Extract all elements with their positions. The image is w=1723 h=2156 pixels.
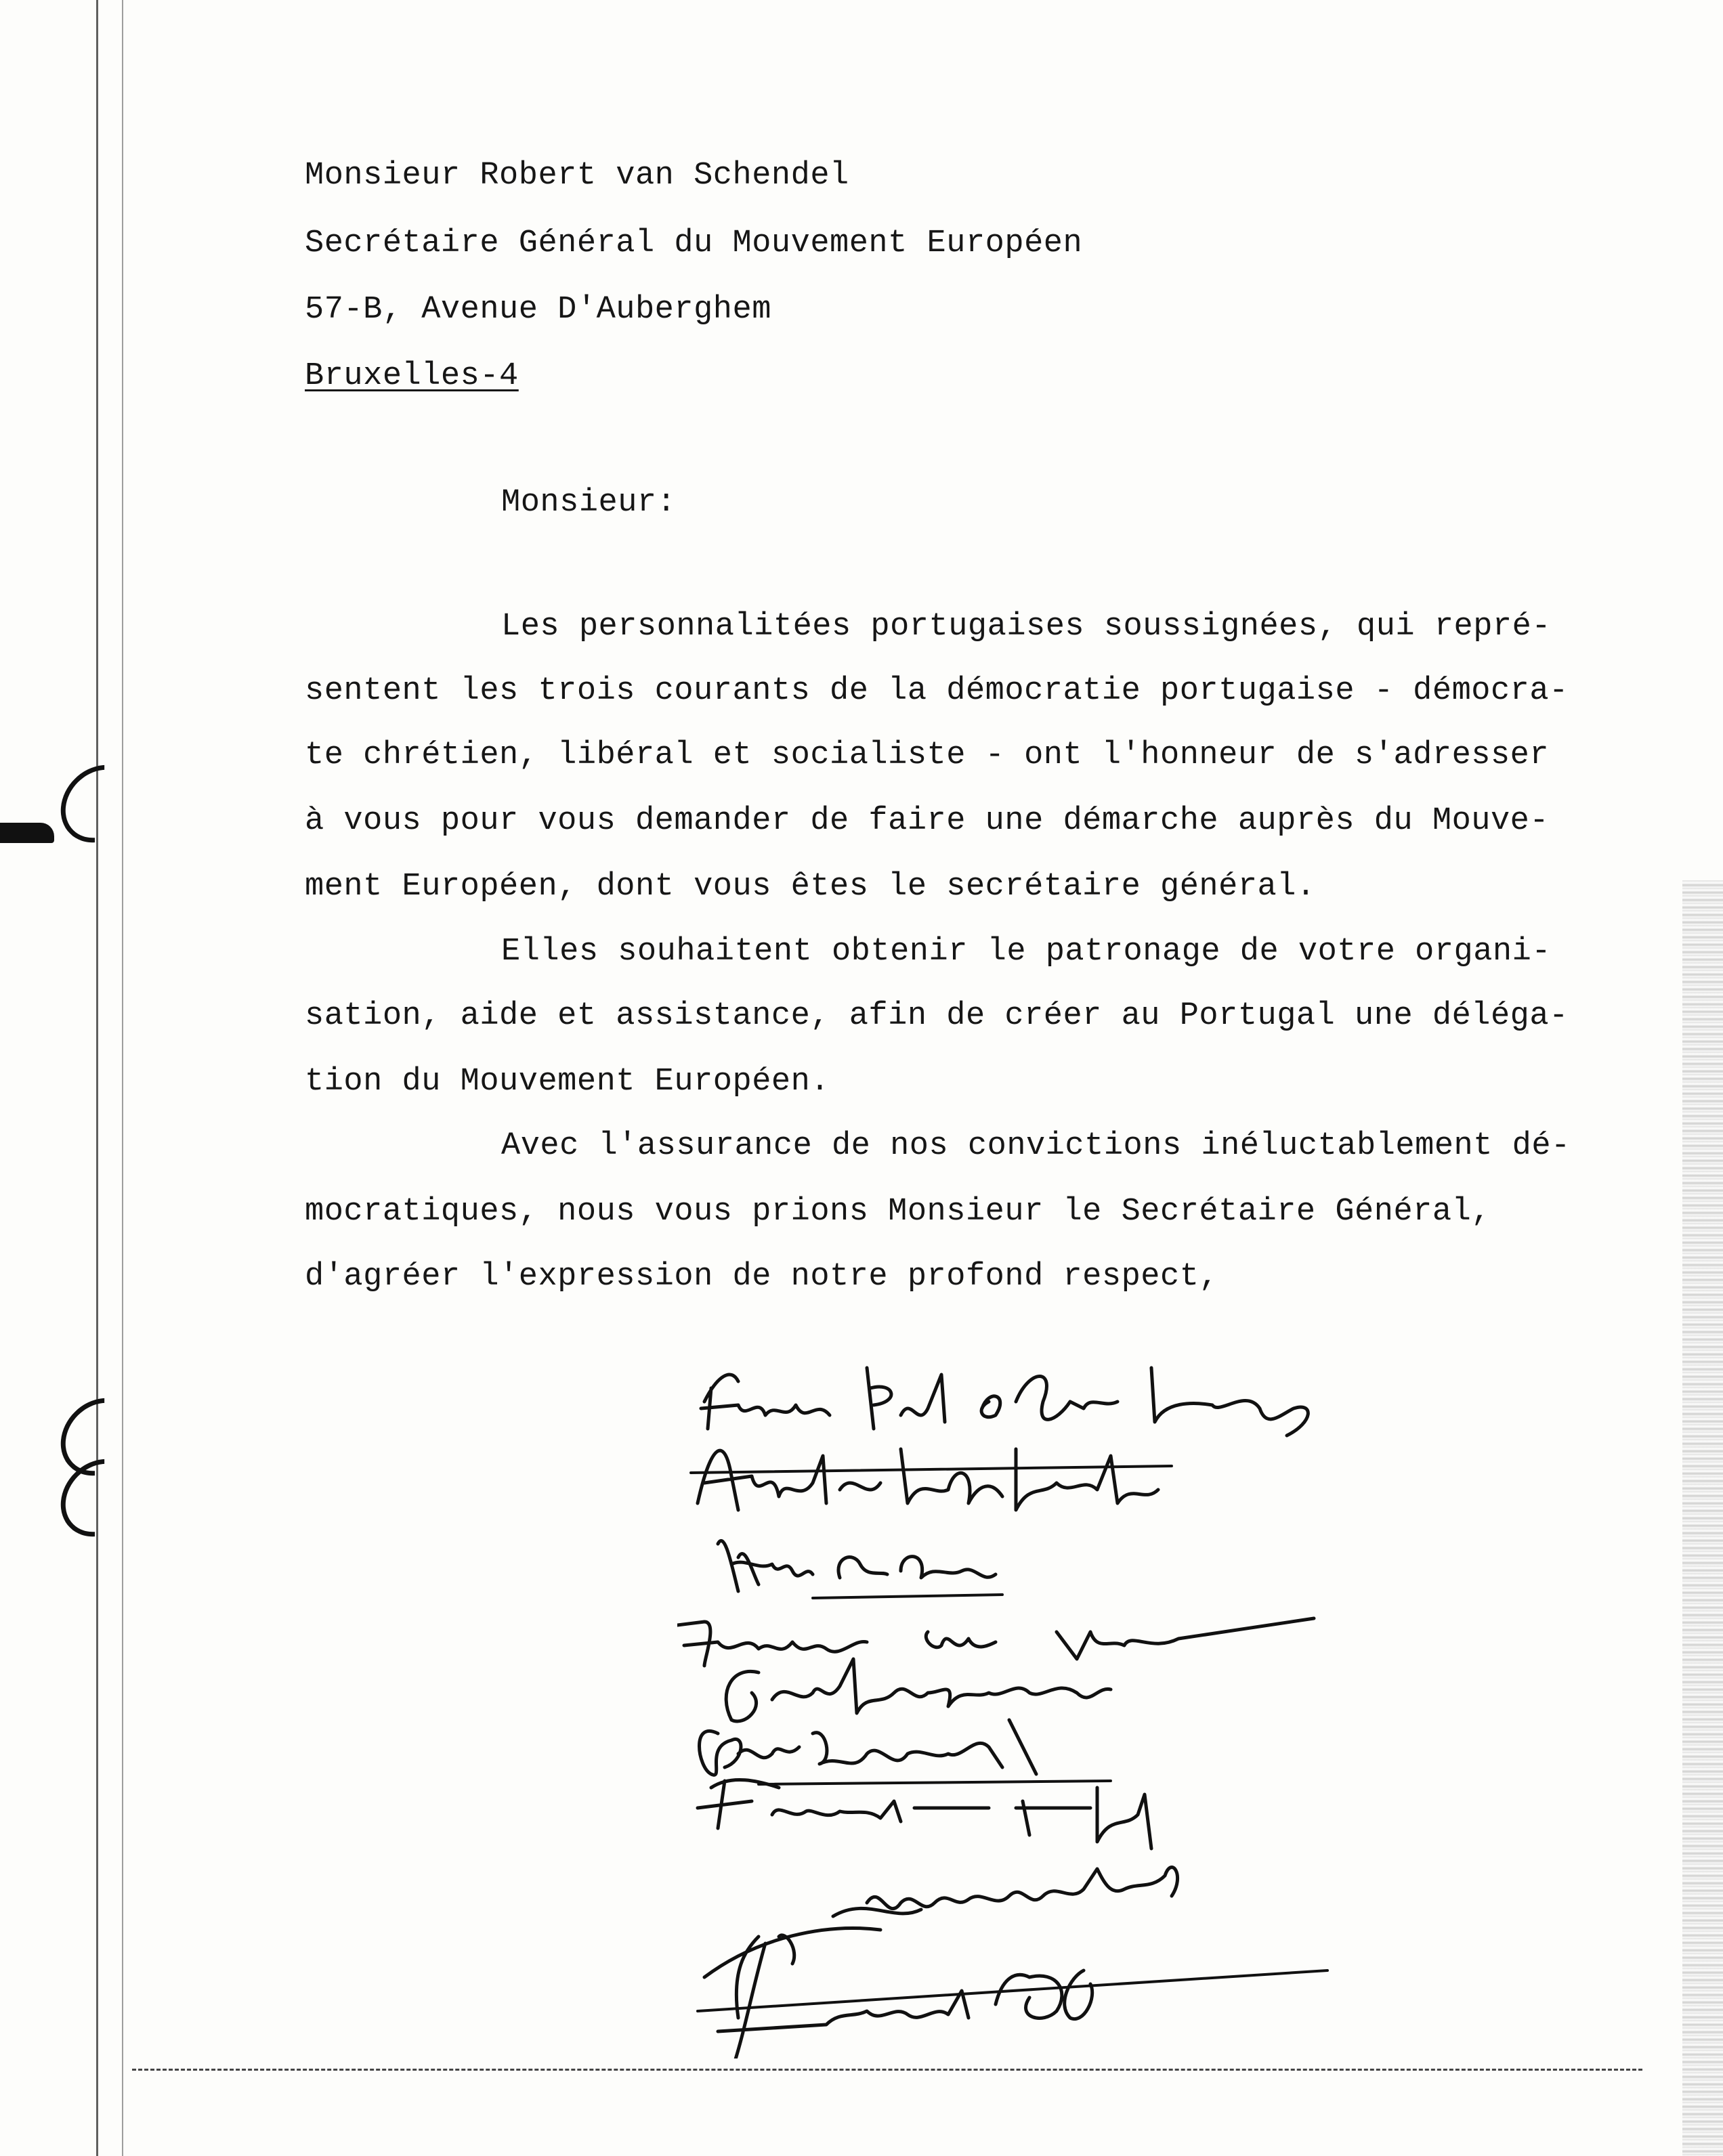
signature (726, 1659, 1111, 1721)
signature-block (677, 1341, 1355, 2058)
punch-hole (45, 1443, 154, 1552)
paragraph-line: sation, aide et assistance, afin de créer au Portugal une déléga- (305, 998, 1569, 1034)
address-line: Monsieur Robert van Schendel (305, 158, 849, 194)
binding-margin-line (96, 0, 98, 2156)
signature (691, 1449, 1172, 1510)
address-line: 57-B, Avenue D'Auberghem (305, 292, 771, 328)
paragraph-line: mocratiques, nous vous prions Monsieur le Secrétaire Général, (305, 1194, 1491, 1230)
paragraph-line: d'agréer l'expression de notre profond respect, (305, 1259, 1219, 1295)
address-city: Bruxelles-4 (305, 358, 519, 394)
paragraph-line: à vous pour vous demander de faire une démarche auprès du Mouve- (305, 803, 1550, 839)
paragraph-line: tion du Mouvement Européen. (305, 1064, 830, 1100)
paragraph-line: Les personnalitées portugaises soussignées, qui repré- (501, 609, 1552, 645)
punch-hole (45, 749, 154, 858)
paragraph-line: sentent les trois courants de la démocratie portugaise - démocra- (305, 673, 1569, 709)
signature (704, 1868, 1178, 1977)
binding-margin-line (122, 0, 123, 2156)
address-line: Secrétaire Général du Mouvement Européen (305, 225, 1083, 261)
signature (701, 1368, 1308, 1436)
paragraph-line: Avec l'assurance de nos convictions inéluctablement dé- (501, 1128, 1571, 1164)
signature (698, 1935, 1327, 2058)
signature (718, 1540, 1002, 1598)
bottom-rule (132, 2069, 1642, 2071)
signature (698, 1780, 1151, 1849)
signature (677, 1618, 1314, 1666)
paragraph-line: te chrétien, libéral et socialiste - ont l'honneur de s'adresser (305, 737, 1550, 773)
paragraph-line: Elles souhaitent obtenir le patronage de votre organi- (501, 934, 1552, 970)
binder-clip-mark (0, 823, 54, 843)
paragraph-line: ment Européen, dont vous êtes le secrétaire général. (305, 869, 1316, 905)
signature (700, 1720, 1037, 1775)
scan-edge-noise (1682, 880, 1723, 2156)
salutation: Monsieur: (501, 485, 677, 521)
